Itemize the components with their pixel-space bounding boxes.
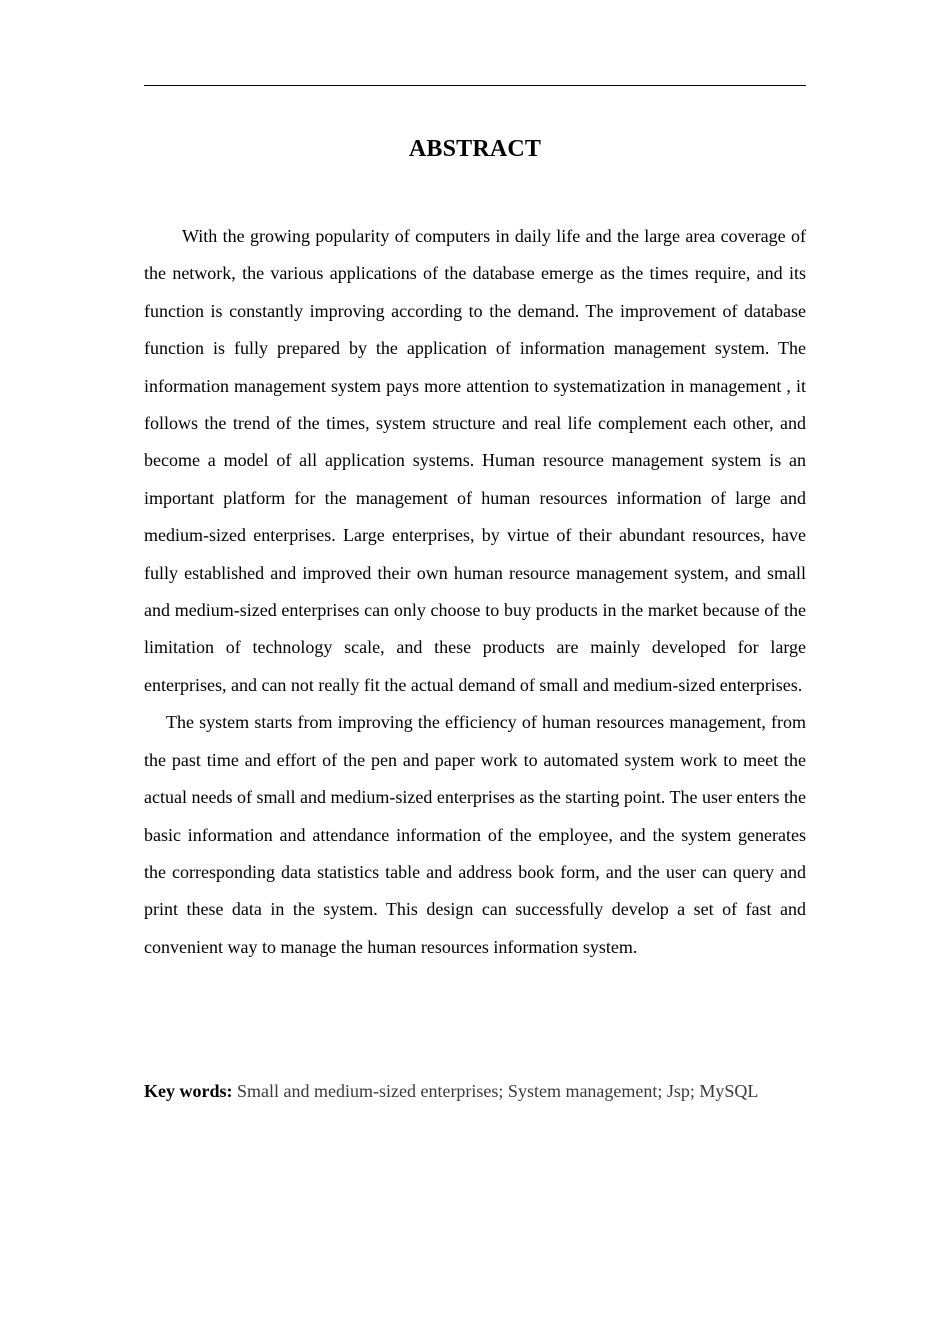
abstract-body (144, 218, 806, 966)
keywords-label: Key words: (144, 1081, 233, 1101)
abstract-paragraph-1: With the growing popularity of computers in daily life and the large area coverage of the network, the various applications of the database emerge as the times require, and its function is constantly improving according to the demand. The improvement of database function is fully prepared by the application of information management system. The information management system pays more attention to systematization in management , it follows the trend of the times, system structure and real life complement each other, and become a model of all application systems. Human resource management system is an important platform for the management of human resources information of large and medium-sized enterprises. Large enterprises, by virtue of their abundant resources, have fully established and improved their own human resource management system, and small and medium-sized enterprises can only choose to buy products in the market because of the limitation of technology scale, and these products are mainly developed for large enterprises, and can not really fit the actual demand of small and medium-sized enterprises. (144, 226, 806, 695)
header-rule (144, 85, 806, 86)
abstract-paragraph-2: The system starts from improving the efficiency of human resources management, from the past time and effort of the pen and paper work to automated system work to meet the actual needs of small and medium-sized enterprises as the starting point. The user enters the basic information and attendance information of the employee, and the system generates the corresponding data statistics table and address book form, and the user can query and print these data in the system. This design can successfully develop a set of fast and convenient way to manage the human resources information system. (144, 712, 806, 957)
abstract-title: ABSTRACT (408, 136, 542, 162)
keywords-text: Small and medium-sized enterprises; System management; Jsp; MySQL (237, 1081, 759, 1101)
keywords-line (144, 1074, 844, 1108)
